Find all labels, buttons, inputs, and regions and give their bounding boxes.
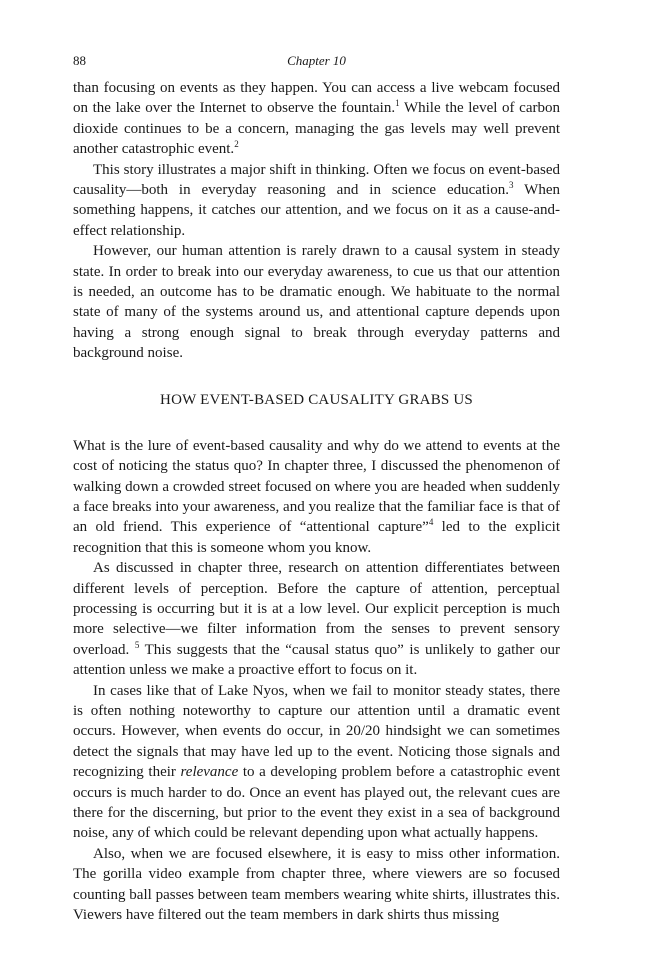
book-page (73, 50, 560, 925)
paragraph-5 (73, 558, 560, 680)
paragraph-4 (73, 436, 560, 558)
paragraph-text: However, our human attention is rarely drawn to a causal system in steady state. In order to break into our everyday awareness, to cue us that our attention is needed, an outcome has to be dramatic enough. We habituate to the normal state of many of the systems around us, and attentional capture depends upon having a strong enough signal to break through everyday patterns and background noise. (73, 243, 560, 362)
paragraph-text: This suggests that the “causal status quo” is unlikely to gather our attention unless we make a proactive effort to focus on it. (73, 641, 560, 679)
footnote-ref-3[interactable]: 3 (509, 180, 514, 191)
paragraph-text: than focusing on events as they happen. You can access a live webcam focused on the lake over the Internet to observe the fountain. (73, 80, 560, 117)
footnote-ref-5[interactable]: 5 (134, 639, 140, 650)
footnote-ref-4[interactable]: 4 (428, 517, 434, 528)
paragraph-1 (73, 78, 560, 160)
emphasis-relevance: relevance (180, 764, 239, 781)
footnote-ref-2[interactable]: 2 (234, 139, 239, 150)
paragraph-text: As discussed in chapter three, research on attention differentiates between different levels of perception. Before the capture of attention, perceptual processing is occurring but it is at a low level. Our explicit perception is much more selective—we filter information from the senses to prevent sensory overload. (73, 560, 560, 658)
paragraph-text: to a developing problem before a catastrophic event occurs is much harder to do. Once an event has played out, the relevant cues are there for the discerning, but prior to the event they exist in a sea of background noise, any of which could be relevant depending upon what actually happens. (73, 764, 560, 842)
paragraph-text: Also, when we are focused elsewhere, it is easy to miss other information. The gorilla video example from chapter three, where viewers are so focused counting ball passes between team members wearing white shirts, illustrates this. Viewers have filtered out the team members in dark shirts thus missing (73, 845, 560, 924)
paragraph-text: This story illustrates a major shift in thinking. Often we focus on event-based causality—both in everyday reasoning and in science education. (73, 161, 560, 199)
paragraph-text: In cases like that of Lake Nyos, when we fail to monitor steady states, there is often nothing noteworthy to capture our attention until a dramatic event occurs. However, when events do occur, in 20/20 hindsight we can sometimes detect the signals that may have led up to the event. Noticing those signals and recognizing their (73, 682, 560, 781)
paragraph-text: While the level of carbon dioxide continues to be a concern, managing the gas levels may well prevent another catastrophic event. (73, 100, 560, 158)
paragraph-3 (73, 241, 560, 363)
paragraph-7 (73, 844, 560, 926)
footnote-ref-1[interactable]: 1 (395, 98, 400, 109)
section-heading: HOW EVENT-BASED CAUSALITY GRABS US (160, 391, 473, 408)
chapter-label: Chapter 10 (287, 53, 346, 68)
paragraph-text: led to the explicit recognition that this is someone whom you know. (73, 519, 560, 556)
paragraph-text: When something happens, it catches our attention, and we focus on it as a cause-and-effect relationship. (73, 182, 560, 239)
paragraph-text: What is the lure of event-based causality and why do we attend to events at the cost of noticing the status quo? In chapter three, I discussed the phenomenon of walking down a crowded street focused on where you are headed when suddenly a face breaks into your awareness, and you realize that the familiar face is that of an old friend. This experience of “attentional capture” (73, 437, 560, 536)
paragraph-6 (73, 681, 560, 844)
page-number: 88 (73, 53, 86, 68)
running-head (73, 50, 560, 72)
paragraph-2 (73, 160, 560, 242)
